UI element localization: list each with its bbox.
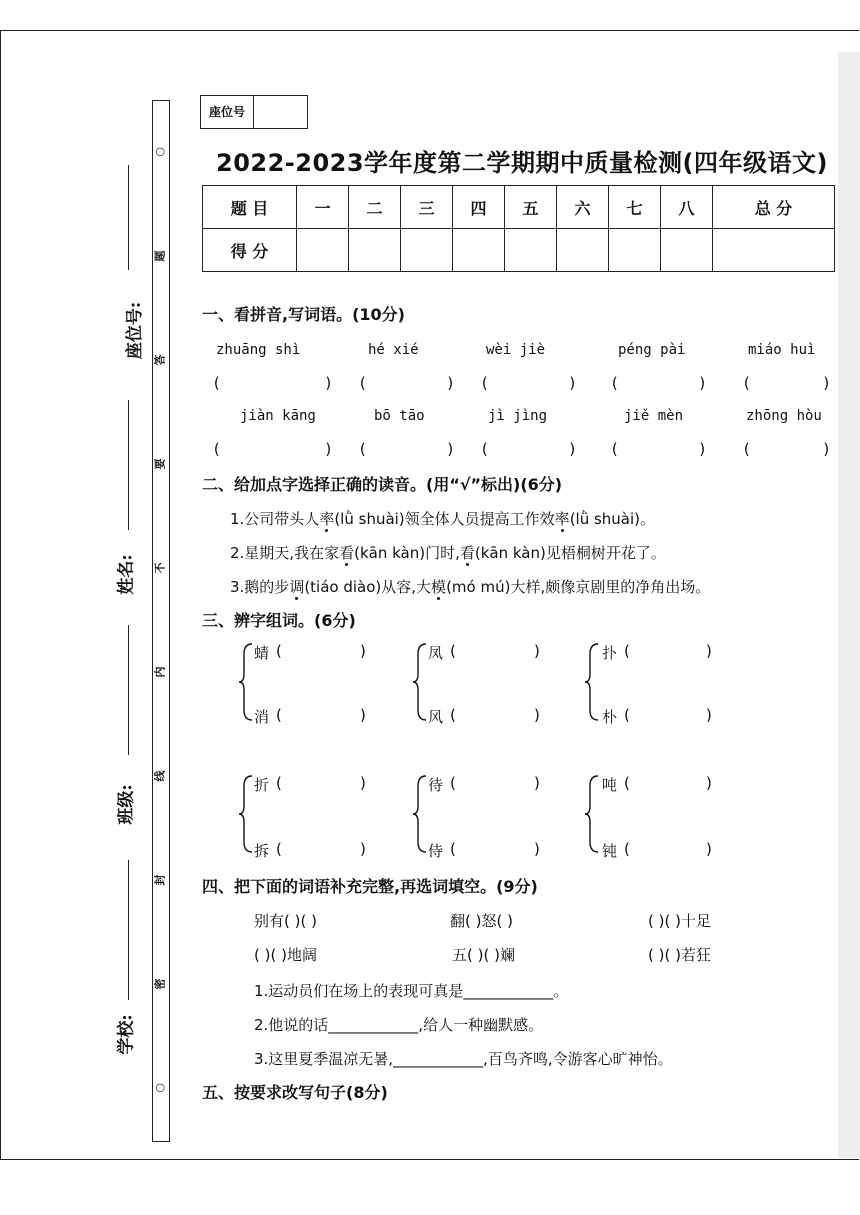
name-field-label: 姓名: [116, 554, 137, 595]
pinyin: miáo huì [748, 342, 816, 358]
idiom-blank[interactable]: 翻( )怒( ) [450, 912, 513, 930]
paren-open: ( [610, 440, 620, 458]
char-option: 折 [254, 776, 270, 794]
score-table-score-row [203, 229, 835, 272]
paren-close: ) [360, 642, 366, 660]
char-option: 待 [428, 776, 444, 794]
class-field-label: 班级: [116, 784, 137, 825]
score-header-cell: 六 [557, 186, 609, 229]
section-5-heading: 五、按要求改写句子(8分) [202, 1083, 388, 1102]
paren-open: ( [276, 706, 282, 724]
seat-field-label: 座位号: [125, 301, 146, 360]
char-option: 朴 [602, 708, 618, 726]
q-text: (lǜ shuài)领全体人员提高工作效 [334, 510, 555, 528]
idiom-blank[interactable]: ( )( )若狂 [648, 946, 711, 964]
brace-icon [584, 774, 600, 854]
q-text: (lǜ shuài)。 [569, 510, 656, 528]
paren-close: ) [534, 774, 540, 792]
paren-close: ) [324, 374, 334, 392]
question-2-3 [230, 576, 710, 597]
score-header-cell: 七 [609, 186, 661, 229]
score-header-cell: 四 [453, 186, 505, 229]
binding-char: 题 [153, 250, 166, 262]
paren-close: ) [822, 374, 832, 392]
pinyin: jì jìng [488, 408, 548, 424]
sentence-part: ____________,百鸟齐鸣,令游客心旷神怡。 [393, 1050, 673, 1068]
paren-close: ) [706, 706, 712, 724]
paren-open: ( [624, 774, 630, 792]
paren-close: ) [698, 374, 708, 392]
paren-close: ) [534, 706, 540, 724]
paren-open: ( [276, 774, 282, 792]
pinyin: péng pài [618, 342, 686, 358]
pinyin: jiàn kāng [240, 408, 316, 424]
paren-open: ( [212, 374, 222, 392]
paren-close: ) [534, 642, 540, 660]
section-2-heading: 二、给加点字选择正确的读音。(用“√”标出)(6分) [202, 475, 563, 494]
section-1-heading: 一、看拼音,写词语。(10分) [202, 305, 405, 324]
binding-char: 不 [153, 562, 166, 574]
brace-icon [238, 642, 254, 722]
idiom-blank[interactable]: 五( )( )斓 [452, 946, 515, 964]
score-cell[interactable] [609, 229, 661, 272]
paren-open: ( [742, 374, 752, 392]
char-option: 侍 [428, 842, 444, 860]
char-option: 凤 [428, 644, 444, 662]
paren-close: ) [568, 440, 578, 458]
paren-open: ( [742, 440, 752, 458]
paren-open: ( [276, 642, 282, 660]
question-2-2 [230, 542, 666, 563]
exam-title: 2022-2023学年度第二学期期中质量检测(四年级语文) [216, 149, 828, 177]
score-header-cell: 二 [349, 186, 401, 229]
binding-char: ○ [152, 147, 166, 157]
pinyin: hé xié [368, 342, 419, 358]
school-field-label: 学校: [116, 1014, 137, 1055]
char-option: 蜻 [254, 644, 270, 662]
name-field-line [128, 400, 129, 530]
brace-icon [412, 774, 428, 854]
q-text: 2.星期天,我在家 [230, 544, 340, 562]
q-text: 1.公司带头人 [230, 510, 320, 528]
paren-open: ( [624, 642, 630, 660]
scan-edge [838, 52, 860, 1158]
brace-icon [412, 642, 428, 722]
section-4-heading: 四、把下面的词语补充完整,再选词填空。(9分) [202, 877, 538, 896]
score-cell[interactable] [713, 229, 835, 272]
paren-close: ) [706, 774, 712, 792]
score-cell[interactable] [661, 229, 713, 272]
score-header-cell: 总 分 [713, 186, 835, 229]
paren-open: ( [624, 840, 630, 858]
score-row-label: 得 分 [203, 229, 297, 272]
binding-char: 内 [153, 666, 166, 678]
idiom-blank[interactable]: ( )( )十足 [648, 912, 711, 930]
score-header-cell: 三 [401, 186, 453, 229]
score-cell[interactable] [557, 229, 609, 272]
paren-close: ) [568, 374, 578, 392]
score-cell[interactable] [297, 229, 349, 272]
paren-close: ) [446, 440, 456, 458]
dotted-char: 率 [319, 510, 335, 528]
fill-sentence-2[interactable]: 2.他说的话____________,给人一种幽默感。 [254, 1016, 544, 1034]
score-header-cell: 一 [297, 186, 349, 229]
dotted-char: 模 [431, 578, 447, 596]
paren-close: ) [822, 440, 832, 458]
paren-open: ( [450, 642, 456, 660]
fill-sentence-1[interactable]: 1.运动员们在场上的表现可真是____________。 [254, 982, 569, 1000]
paren-open: ( [480, 374, 490, 392]
seat-number-box[interactable] [200, 95, 308, 129]
dotted-char: 调 [289, 578, 305, 596]
paren-open: ( [450, 840, 456, 858]
paren-close: ) [706, 642, 712, 660]
score-cell[interactable] [453, 229, 505, 272]
seat-number-label: 座位号 [201, 96, 254, 128]
idiom-blank[interactable]: 别有( )( ) [254, 912, 317, 930]
sentence-part: 3.这里夏季温凉无暑, [254, 1050, 394, 1068]
q-text: (kān kàn)门时, [354, 544, 460, 562]
binding-char: 要 [153, 458, 166, 470]
class-field-line [128, 625, 129, 755]
paren-open: ( [358, 374, 368, 392]
brace-icon [584, 642, 600, 722]
paren-close: ) [360, 774, 366, 792]
score-header-cell: 八 [661, 186, 713, 229]
paren-close: ) [706, 840, 712, 858]
char-option: 拆 [254, 842, 270, 860]
paren-close: ) [698, 440, 708, 458]
idiom-blank[interactable]: ( )( )地阔 [254, 946, 317, 964]
paren-open: ( [450, 774, 456, 792]
paren-open: ( [480, 440, 490, 458]
dotted-char: 看 [459, 544, 475, 562]
score-cell[interactable] [505, 229, 557, 272]
paren-close: ) [534, 840, 540, 858]
score-header-cell: 五 [505, 186, 557, 229]
section-3-heading: 三、辨字组词。(6分) [202, 611, 356, 630]
paren-close: ) [446, 374, 456, 392]
paren-open: ( [276, 840, 282, 858]
binding-char: ○ [152, 1083, 166, 1093]
score-cell[interactable] [349, 229, 401, 272]
char-option: 消 [254, 708, 270, 726]
q-text: (tiáo diào)从容,大 [304, 578, 432, 596]
pinyin: wèi jiè [486, 342, 546, 358]
paren-open: ( [610, 374, 620, 392]
score-cell[interactable] [401, 229, 453, 272]
binding-char: 密 [153, 978, 166, 990]
pinyin: jiě mèn [624, 408, 684, 424]
score-table-header-row [203, 186, 835, 229]
score-table [202, 185, 835, 272]
q-text: 3.鹅的步 [230, 578, 290, 596]
q-text: (mó mú)大样,颇像京剧里的净角出场。 [446, 578, 711, 596]
char-option: 钝 [602, 842, 618, 860]
dotted-char: 率 [554, 510, 570, 528]
score-header-cell: 题 目 [203, 186, 297, 229]
pinyin: zhōng hòu [746, 408, 822, 424]
brace-icon [238, 774, 254, 854]
paren-open: ( [212, 440, 222, 458]
question-2-1 [230, 508, 655, 529]
binding-char: 答 [153, 354, 166, 366]
binding-char: 封 [153, 874, 166, 886]
paren-open: ( [450, 706, 456, 724]
seat-field-line [128, 165, 129, 270]
paren-close: ) [360, 840, 366, 858]
paren-open: ( [358, 440, 368, 458]
fill-sentence-3[interactable] [254, 1048, 673, 1069]
school-field-line [128, 860, 129, 1000]
binding-char: 线 [153, 770, 166, 782]
pinyin: bō tāo [374, 408, 425, 424]
dotted-char: 看 [339, 544, 355, 562]
char-option: 吨 [602, 776, 618, 794]
pinyin: zhuāng shì [216, 342, 301, 358]
char-option: 风 [428, 708, 444, 726]
q-text: (kān kàn)见梧桐树开花了。 [474, 544, 666, 562]
paren-close: ) [360, 706, 366, 724]
binding-chars [152, 100, 168, 1140]
paren-close: ) [324, 440, 334, 458]
char-option: 扑 [602, 644, 618, 662]
paren-open: ( [624, 706, 630, 724]
